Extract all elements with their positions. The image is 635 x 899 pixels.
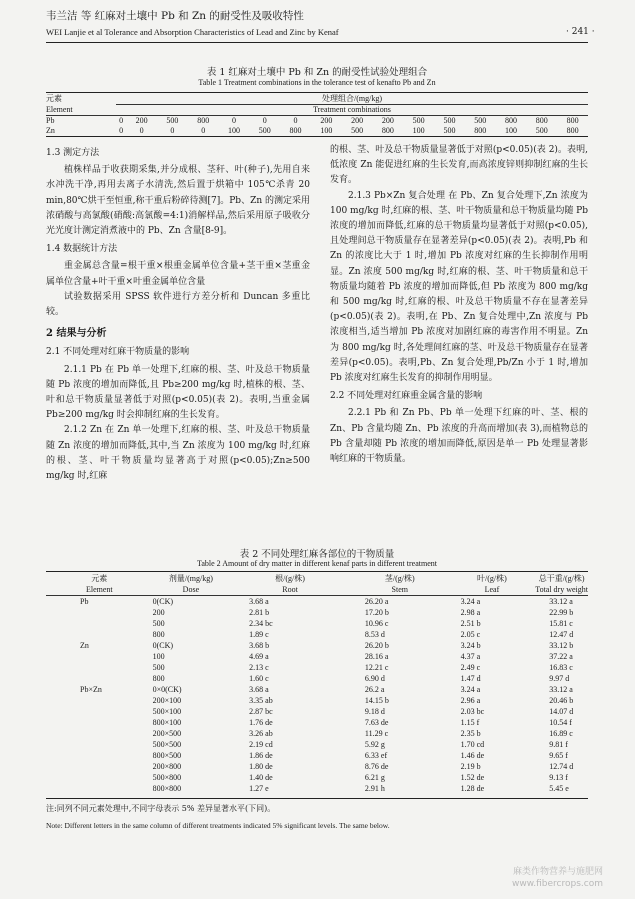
table2-cell: 200×100 bbox=[152, 696, 182, 705]
table2-cell bbox=[46, 662, 153, 673]
table-row bbox=[46, 706, 588, 717]
table2-cell: 10.96 c bbox=[364, 619, 389, 628]
table2-cell: 200×800 bbox=[152, 762, 182, 771]
page-number: · 241 · bbox=[566, 27, 595, 37]
table2-cell: 26.20 a bbox=[364, 597, 389, 606]
section-2-2-title: 2.2 不同处理对红麻重金属含量的影响 bbox=[330, 391, 483, 402]
table2-cell: 15.81 c bbox=[549, 619, 573, 628]
table2-head-cell: Dose bbox=[182, 585, 200, 594]
table-row bbox=[46, 618, 588, 629]
running-header-en: WEI Lanjie et al Tolerance and Absorption Characteristics of Lead and Zinc by Kenaf bbox=[46, 27, 339, 37]
watermark-line2: www.fibercrops.com bbox=[512, 879, 603, 889]
table2-cell bbox=[46, 739, 153, 750]
table2-caption-en: Table 2 Amount of dry matter in different kenaf parts in different treatment bbox=[197, 559, 437, 568]
table1-cell: 500 bbox=[351, 126, 364, 135]
table2-header-en bbox=[46, 584, 588, 596]
section-1-4-title: 1.4 数据统计方法 bbox=[46, 244, 118, 255]
table2-head-cell: Element bbox=[85, 585, 113, 594]
table2-cell bbox=[46, 728, 153, 739]
table2-cell: 2.96 a bbox=[460, 696, 481, 705]
table2-cell: 200 bbox=[152, 608, 165, 617]
table2-cell: Zn bbox=[80, 641, 89, 650]
table1-top-rule bbox=[46, 92, 588, 93]
table2-cell: 500 bbox=[152, 663, 165, 672]
table2-cell bbox=[46, 750, 153, 761]
table2-cell: 1.27 e bbox=[249, 784, 269, 793]
table2-cell: 1.86 de bbox=[249, 751, 273, 760]
section-2-1-2-body: 2.1.2 Zn 在 Zn 单一处理下,红麻的根、茎、叶及总干物质量随 Zn 浓度的增加而降低,其中,当 Zn 浓度为 100 mg/kg 时,红麻的根、茎、叶干物质量均显著高于对照(p<0.05);Zn≥500 mg/kg 时,红麻 bbox=[46, 425, 310, 482]
table2-cell bbox=[46, 618, 153, 629]
table2-cell: 1.46 de bbox=[460, 751, 485, 760]
section-2-2-1-body: 2.2.1 Pb 和 Zn Pb、Pb 单一处理下红麻的叶、茎、根的 Zn、Pb 含量均随 Zn、Pb 浓度的升高而增加(表 3),而植物总的 Pb 含量却随 Pb 浓度的增加而降低,原因是单一 Pb 处理显著影响红麻的干物质量。 bbox=[330, 408, 588, 465]
table2-cell: 800×500 bbox=[152, 751, 182, 760]
table2-cell: 100 bbox=[152, 652, 165, 661]
table1-cell: 500 bbox=[443, 116, 456, 125]
table-row bbox=[46, 695, 588, 706]
table2-cell: 2.91 h bbox=[364, 784, 385, 793]
table2-cell: 8.76 de bbox=[364, 762, 389, 771]
table1-cell: 0 bbox=[262, 116, 267, 125]
table2-cell: 5.92 g bbox=[364, 740, 385, 749]
table2-cell: 1.89 c bbox=[249, 630, 269, 639]
table-row bbox=[46, 673, 588, 684]
table1-row-label: Pb bbox=[46, 116, 55, 125]
table2-cell: 500×500 bbox=[152, 740, 182, 749]
table1-cell: 800 bbox=[566, 126, 579, 135]
table1-elem-cn: 元素 bbox=[46, 94, 62, 104]
table1-cell: 100 bbox=[227, 126, 240, 135]
table1-cell: 800 bbox=[474, 126, 487, 135]
table1 bbox=[46, 94, 588, 137]
table1-caption-cn: 表 1 红麻对土壤中 Pb 和 Zn 的耐受性试验处理组合 bbox=[206, 67, 428, 78]
table1-cell: 800 bbox=[566, 116, 579, 125]
table2-cell: 17.20 b bbox=[364, 608, 389, 617]
table2-cell: 12.74 d bbox=[549, 762, 574, 771]
table2-head-cell: Total dry weight bbox=[535, 585, 588, 594]
table2-cell: 2.05 c bbox=[460, 630, 481, 639]
table2-cell: 2.49 c bbox=[460, 663, 481, 672]
table2 bbox=[46, 573, 588, 794]
table2-cell bbox=[46, 695, 153, 706]
table2-cell: 33.12 a bbox=[549, 597, 573, 606]
table2-cell: 26.2 a bbox=[364, 685, 385, 694]
section-2-title: 2 结果与分析 bbox=[46, 328, 107, 340]
table2-cell bbox=[46, 651, 153, 662]
table2-cell: 2.19 cd bbox=[249, 740, 273, 749]
section-1-3-title: 1.3 测定方法 bbox=[46, 148, 100, 158]
table2-cell: 2.81 b bbox=[249, 608, 270, 617]
table2-cell: 2.13 c bbox=[249, 663, 269, 672]
table1-cell: 500 bbox=[258, 126, 271, 135]
right-column bbox=[330, 143, 588, 467]
table-row bbox=[46, 596, 588, 608]
table1-cell: 0 bbox=[231, 116, 236, 125]
table1-cell: 800 bbox=[381, 126, 394, 135]
table2-cell: 500×800 bbox=[152, 773, 182, 782]
table2-head-cell: 叶/(g/株) bbox=[477, 574, 507, 583]
table-row bbox=[46, 640, 588, 651]
watermark-line1: 麻类作物营养与施肥网 bbox=[512, 867, 603, 877]
table2-cell: 6.90 d bbox=[364, 674, 385, 683]
table2-cell: 1.80 de bbox=[249, 762, 273, 771]
table2-cell: 3.35 ab bbox=[249, 696, 273, 705]
table1-cell: 500 bbox=[443, 126, 456, 135]
table-row bbox=[46, 772, 588, 783]
table2-cell: 3.68 a bbox=[249, 685, 269, 694]
table2-cell: 4.37 a bbox=[460, 652, 481, 661]
table2-cell: 14.15 b bbox=[364, 696, 389, 705]
table2-cell: 16.89 c bbox=[549, 729, 573, 738]
table2-cell: 0×0(CK) bbox=[152, 685, 182, 694]
table2-cell: 1.60 c bbox=[249, 674, 269, 683]
table2-cell: 2.98 a bbox=[460, 608, 481, 617]
table2-cell: 3.24 a bbox=[460, 597, 481, 606]
table2-cell: 1.52 de bbox=[460, 773, 485, 782]
table2-cell: 1.70 cd bbox=[460, 740, 485, 749]
continued-paragraph: 的根、茎、叶及总干物质量显著低于对照(p<0.05)(表 2)。表明,低浓度 Zn 能促进红麻的生长发育,而高浓度锌则抑制红麻的生长发育。 bbox=[330, 145, 588, 186]
table2-top-rule bbox=[46, 571, 588, 572]
table1-row-label: Zn bbox=[46, 126, 55, 135]
table2-cell: 20.46 b bbox=[549, 696, 574, 705]
table-row bbox=[46, 629, 588, 640]
table1-cell: 800 bbox=[289, 126, 302, 135]
table2-cell: 33.12 b bbox=[549, 641, 574, 650]
table2-cell: 800 bbox=[152, 674, 165, 683]
table-row bbox=[46, 728, 588, 739]
table2-cell: 3.26 ab bbox=[249, 729, 273, 738]
table2-cell bbox=[46, 717, 153, 728]
table1-cell: 100 bbox=[505, 126, 518, 135]
table2-cell: 10.54 f bbox=[549, 718, 572, 727]
table2-cell: 12.47 d bbox=[549, 630, 574, 639]
table2-cell: 33.12 a bbox=[549, 685, 573, 694]
table2-cell: 1.15 f bbox=[460, 718, 480, 727]
table2-cell: 3.24 a bbox=[460, 685, 481, 694]
formula-paragraph: 重金属总含量=根干重×根重金属单位含量+茎干重×茎重金属单位含量+叶干重×叶重金属单位含量 bbox=[46, 261, 310, 287]
table-row bbox=[46, 783, 588, 794]
table2-cell: 800 bbox=[152, 630, 165, 639]
table2-cell: 28.16 a bbox=[364, 652, 389, 661]
table2-cell: 1.47 d bbox=[460, 674, 481, 683]
table2-cell: 800×100 bbox=[152, 718, 182, 727]
table-row bbox=[46, 750, 588, 761]
table1-cell: 800 bbox=[197, 116, 210, 125]
table2-cell bbox=[46, 772, 153, 783]
table1-cell: 0 bbox=[139, 126, 144, 135]
table2-cell: 2.03 bc bbox=[460, 707, 485, 716]
table2-note-cn: 注:同列不同元素处理中,不同字母表示 5% 差异显著水平(下同)。 bbox=[46, 804, 276, 813]
table2-head-cell: Stem bbox=[391, 585, 408, 594]
table2-cell: 9.65 f bbox=[549, 751, 568, 760]
table1-elem-en: Element bbox=[46, 104, 73, 114]
table2-cell: 16.83 c bbox=[549, 663, 573, 672]
table2-head-cell: Leaf bbox=[484, 585, 500, 594]
left-column bbox=[46, 143, 310, 484]
table1-cell: 200 bbox=[135, 116, 148, 125]
table1-cell: 500 bbox=[474, 116, 487, 125]
table2-cell: 2.35 b bbox=[460, 729, 481, 738]
table-row bbox=[46, 662, 588, 673]
table2-caption-cn: 表 2 不同处理红麻各部位的干物质量 bbox=[239, 549, 395, 560]
table2-cell: 800×800 bbox=[152, 784, 182, 793]
table2-cell: 9.97 d bbox=[549, 674, 570, 683]
table2-cell: 3.68 a bbox=[249, 597, 269, 606]
table1-cell: 0 bbox=[201, 126, 206, 135]
table1-cell: 0 bbox=[119, 116, 124, 125]
table2-head-cell: 根/(g/株) bbox=[275, 574, 305, 583]
table2-head-cell: 总干重/(g/株) bbox=[538, 574, 585, 583]
table2-head-cell: Root bbox=[282, 585, 298, 594]
table1-cell: 500 bbox=[412, 116, 425, 125]
section-1-3-body: 植株样品于收获期采集,并分成根、茎秆、叶(种子),先用自来水冲洗干净,再用去离子水清洗,然后置于烘箱中 105℃杀青 20 min,80℃烘干至恒重,称干重后粉碎待测[7]。Pb、Zn 的测定采用浓硝酸与高氯酸(硝酸:高氯酸=4:1)消解样品,然后采用原子吸收分光光度计测定消煮液中的 Pb、Zn 含量[8-9]。 bbox=[46, 165, 310, 237]
table2-cell bbox=[46, 706, 153, 717]
table2-cell: 9.13 f bbox=[549, 773, 568, 782]
table2-cell: 9.81 f bbox=[549, 740, 568, 749]
table-row bbox=[46, 651, 588, 662]
table1-row-zn bbox=[46, 126, 588, 137]
table2-cell: 5.45 e bbox=[549, 784, 569, 793]
table1-cell: 200 bbox=[320, 116, 333, 125]
table2-head-cell: 剂量/(mg/kg) bbox=[168, 574, 213, 583]
table-row bbox=[46, 717, 588, 728]
header-rule bbox=[46, 42, 588, 43]
section-2-1-3-body: 2.1.3 Pb×Zn 复合处理 在 Pb、Zn 复合处理下,Zn 浓度为 100 mg/kg 时,红麻的根、茎、叶干物质量和总干物质量均随 Pb 浓度的增加而降低,红麻的总干物质量均显著低于对照(p<0.05),且处理间总干物质量存在显著差异(p<0.05)(表 2)。表明,Pb 和 Zn 的浓度比大于 1 时,增加 Pb 浓度对红麻的生长抑制作用明显。Zn 浓度 500 mg/kg 时,红麻的根、茎、叶干物质量和总干物质量均随着 Pb 浓度的增加而降低,但 Pb 浓度为 800 mg/kg 和 500 mg/kg 时,红麻的根、叶及总干物质量不存在显著差异(p<0.05)(表 2)。表明,在 Pb、Zn 复合处理中,Zn 浓度与 Pb 浓度相当,适当增加 Pb 浓度对加剧红麻的毒害作用不明显。Zn 为 800 mg/kg 时,各处理间红麻的茎、叶及总干物质量存在显著差异(p<0.05)。表明,Pb、Zn 复合处理,Pb/Zn 小于 1 时,增加 Pb 浓度对红麻生长发育的抑制作用明显。 bbox=[330, 190, 588, 384]
table2-cell: 26.20 b bbox=[364, 641, 389, 650]
table1-group-cn: 处理组合/(mg/kg) bbox=[322, 94, 382, 103]
table1-cell: 800 bbox=[505, 116, 518, 125]
table2-cell: 2.51 b bbox=[460, 619, 481, 628]
table2-cell: 11.29 c bbox=[364, 729, 389, 738]
stats-paragraph: 试验数据采用 SPSS 软件进行方差分析和 Duncan 多重比较。 bbox=[46, 291, 310, 318]
table2-cell: 200×500 bbox=[152, 729, 182, 738]
table2-cell: 12.21 c bbox=[364, 663, 389, 672]
table2-cell: 8.53 d bbox=[364, 630, 385, 639]
table2-cell: 4.69 a bbox=[249, 652, 269, 661]
table2-bottom-rule bbox=[46, 798, 588, 799]
table-row bbox=[46, 684, 588, 695]
table1-group-en: Treatment combinations bbox=[116, 105, 588, 116]
table1-cell: 0 bbox=[170, 126, 175, 135]
table1-cell: 200 bbox=[381, 116, 394, 125]
table1-cell: 500 bbox=[535, 126, 548, 135]
table2-cell bbox=[46, 783, 153, 794]
table2-cell: 3.68 b bbox=[249, 641, 270, 650]
table2-cell: 7.63 de bbox=[364, 718, 389, 727]
table1-cell: 0 bbox=[119, 126, 124, 135]
table2-cell: 1.28 de bbox=[460, 784, 485, 793]
table2-cell: 14.07 d bbox=[549, 707, 574, 716]
table2-cell: 9.18 d bbox=[364, 707, 385, 716]
table1-caption-en: Table 1 Treatment combinations in the tolerance test of kenafto Pb and Zn bbox=[198, 78, 436, 87]
table2-cell: 6.21 g bbox=[364, 773, 385, 782]
table2-cell: 500×100 bbox=[152, 707, 182, 716]
section-2-1-title: 2.1 不同处理对红麻干物质量的影响 bbox=[46, 347, 190, 358]
table2-cell: 2.87 bc bbox=[249, 707, 273, 716]
table-row bbox=[46, 607, 588, 618]
table2-cell: 2.19 b bbox=[460, 762, 481, 771]
table2-cell bbox=[46, 761, 153, 772]
table1-cell: 200 bbox=[351, 116, 364, 125]
table1-cell: 100 bbox=[412, 126, 425, 135]
table-row bbox=[46, 761, 588, 772]
table1-cell: 100 bbox=[320, 126, 333, 135]
table1-cell: 500 bbox=[166, 116, 179, 125]
table2-note-en: Note: Different letters in the same column of different treatments indicated 5% significant levels. The same below. bbox=[46, 821, 390, 830]
table2-head-cell: 茎/(g/株) bbox=[384, 574, 415, 583]
table1-cell: 800 bbox=[535, 116, 548, 125]
table1-cell: 0 bbox=[293, 116, 298, 125]
table2-cell: 37.22 a bbox=[549, 652, 573, 661]
table-row bbox=[46, 739, 588, 750]
table2-cell: 3.24 b bbox=[460, 641, 481, 650]
table2-cell: 0(CK) bbox=[152, 597, 174, 606]
table2-cell: 22.99 b bbox=[549, 608, 574, 617]
watermark bbox=[512, 866, 603, 890]
table2-cell: 2.34 bc bbox=[249, 619, 273, 628]
table2-cell: Pb bbox=[80, 597, 89, 606]
table2-cell: 6.33 ef bbox=[364, 751, 388, 760]
table2-cell: 0(CK) bbox=[152, 641, 174, 650]
table2-cell: 500 bbox=[152, 619, 165, 628]
table2-cell bbox=[46, 607, 153, 618]
table2-header-cn bbox=[46, 573, 588, 584]
table2-head-cell: 元素 bbox=[91, 574, 108, 583]
table2-cell bbox=[46, 629, 153, 640]
section-2-1-1-body: 2.1.1 Pb 在 Pb 单一处理下,红麻的根、茎、叶及总干物质量随 Pb 浓度的增加而降低,且 Pb≥200 mg/kg 时,植株的根、茎、叶和总干物质量显著低于对照(p<0.05)(表 2)。表明,当重金属 Pb≥200 mg/kg 时会抑制红麻的生长发育。 bbox=[46, 364, 310, 421]
running-header-cn: 韦兰洁 等 红麻对土壤中 Pb 和 Zn 的耐受性及吸收特性 bbox=[46, 10, 304, 22]
table1-row-pb bbox=[46, 116, 588, 127]
table2-cell: 1.40 de bbox=[249, 773, 273, 782]
table2-cell: 1.76 de bbox=[249, 718, 273, 727]
table2-cell: Pb×Zn bbox=[80, 685, 102, 694]
table2-cell bbox=[46, 673, 153, 684]
